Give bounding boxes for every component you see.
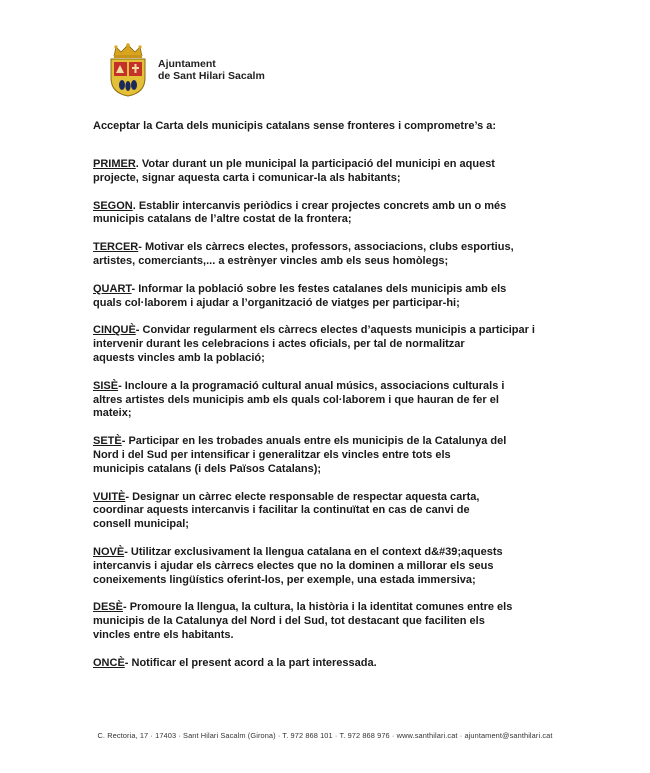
clause-6 xyxy=(93,380,563,421)
clause-line xyxy=(93,435,563,449)
clause-line: intercanvis i ajudar els càrrecs electes que no la dominen a millorar els seus xyxy=(93,559,494,572)
clause-keyword: CINQUÈ xyxy=(93,324,136,337)
organization-name xyxy=(158,58,265,82)
clause-keyword: SISÈ xyxy=(93,379,119,392)
clause-text: - Notificar el present acord a la part interessada. xyxy=(124,656,377,669)
clause-keyword: TERCER xyxy=(93,241,139,254)
clause-line xyxy=(93,283,563,297)
clause-keyword: VUITÈ xyxy=(93,490,126,503)
clause-7 xyxy=(93,435,563,476)
clause-text: . Votar durant un ple municipal la participació del municipi en aquest xyxy=(135,158,495,170)
clause-text: - Utilitzar exclusivament la llengua catalana en el context d&#39;aquests xyxy=(124,545,503,558)
clause-text: - Convidar regularment els càrrecs electes d’aquests municipis a participar i xyxy=(135,324,535,337)
clause-8 xyxy=(93,491,563,532)
intro-statement: Acceptar la Carta dels municipis catalans sense fronteres i comprometre’s a: xyxy=(93,120,497,132)
clause-line: Nord i del Sud per intensificar i generalitzar els vincles entre tots els xyxy=(93,448,451,461)
clause-1 xyxy=(93,158,563,186)
clause-line xyxy=(93,657,563,671)
clause-line xyxy=(93,200,563,214)
clause-line xyxy=(93,241,563,255)
clause-line: quals col·laborem i ajudar a l’organització de viatges per participar-hi; xyxy=(93,296,460,309)
clause-text: - Motivar els càrrecs electes, professors, associacions, clubs esportius, xyxy=(138,241,514,254)
clause-text: - Informar la població sobre les festes catalanes dels municipis amb els xyxy=(131,282,507,295)
organization-name-line2: de Sant Hilari Sacalm xyxy=(158,70,265,82)
clause-line: altres artistes dels municipis amb els quals col·laborem i que hauran de fer el xyxy=(93,393,499,406)
clause-line xyxy=(93,158,563,172)
clause-line: municipis de la Catalunya del Nord i del Sud, tot destacant que faciliten els xyxy=(93,615,485,628)
clause-line xyxy=(93,491,563,505)
clause-line xyxy=(93,546,563,560)
clause-keyword: NOVÈ xyxy=(93,545,125,558)
clause-2 xyxy=(93,200,563,228)
clause-9 xyxy=(93,546,563,587)
clause-line: municipis catalans de l’altre costat de la frontera; xyxy=(93,213,352,226)
clause-line: coordinar aquests intercanvis i facilitar la continuïtat en cas de canvi de xyxy=(93,504,470,517)
clause-keyword: DESÈ xyxy=(93,601,123,614)
clause-line: mateix; xyxy=(93,407,132,420)
clause-11 xyxy=(93,657,563,671)
organization-name-line1: Ajuntament xyxy=(158,58,216,70)
clause-3 xyxy=(93,241,563,269)
clause-text: - Incloure a la programació cultural anual músics, associacions culturals i xyxy=(118,379,505,392)
clauses-list xyxy=(93,158,563,685)
clause-keyword: PRIMER xyxy=(93,158,136,170)
clause-text: - Designar un càrrec electe responsable de respectar aquesta carta, xyxy=(125,490,480,503)
clause-keyword: QUART xyxy=(93,282,132,295)
clause-line: vincles entre els habitants. xyxy=(93,628,234,641)
clause-line xyxy=(93,380,563,394)
clause-text: - Promoure la llengua, la cultura, la història i la identitat comunes entre els xyxy=(122,601,513,614)
municipal-coat-of-arms-icon xyxy=(106,42,150,98)
clause-line: projecte, signar aquesta carta i comunicar-la als habitants; xyxy=(93,171,401,184)
clause-10 xyxy=(93,601,563,642)
clause-line xyxy=(93,601,563,615)
clause-line: municipis catalans (i dels Països Catalans); xyxy=(93,462,322,475)
clause-4 xyxy=(93,283,563,311)
clause-line: coneixements lingüístics oferint-los, per exemple, una estada immersiva; xyxy=(93,573,476,586)
footer-address: C. Rectoria, 17 · 17403 · Sant Hilari Sacalm (Girona) · T. 972 868 101 · T. 972 868 976 · www.santhilari.cat · ajuntament@santhilari.cat xyxy=(97,731,553,740)
clause-line: artistes, comerciants,... a estrènyer vincles amb els seus homòlegs; xyxy=(93,254,449,267)
clause-text: - Participar en les trobades anuals entre els municipis de la Catalunya del xyxy=(121,435,507,448)
letterhead xyxy=(106,42,265,98)
clause-line: consell municipal; xyxy=(93,518,189,531)
clause-keyword: SETÈ xyxy=(93,435,122,448)
clause-line: aquests vincles amb la població; xyxy=(93,351,265,364)
clause-text: . Establir intercanvis periòdics i crear projectes concrets amb un o més xyxy=(132,199,507,212)
clause-line: intervenir durant les celebracions i actes oficials, per tal de normalitzar xyxy=(93,338,465,351)
clause-5 xyxy=(93,324,563,365)
clause-keyword: SEGON xyxy=(93,199,133,212)
clause-line xyxy=(93,324,563,338)
clause-keyword: ONCÈ xyxy=(93,656,125,669)
